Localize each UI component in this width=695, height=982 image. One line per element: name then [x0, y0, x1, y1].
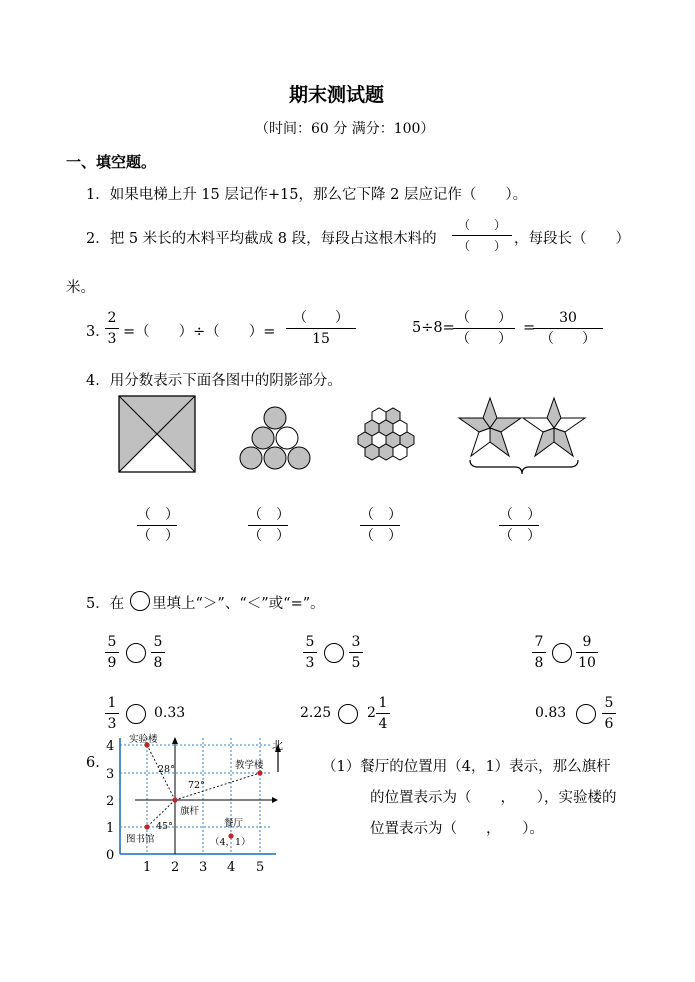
- circles-figure: [240, 407, 310, 469]
- decimal-value: 0.33: [154, 705, 186, 721]
- question-2-text-2: ，每段长（ ）: [514, 231, 630, 247]
- fraction-numerator: 1: [107, 695, 117, 711]
- fraction-bar: [602, 713, 616, 714]
- fraction-denominator: 3: [107, 716, 117, 732]
- fraction: [602, 694, 616, 733]
- angle-72: 72°: [188, 780, 205, 791]
- stars-figure: [459, 398, 585, 474]
- fraction-2-3: [105, 309, 119, 348]
- fraction-numerator: （ ）: [248, 507, 290, 523]
- fraction-numerator: 9: [582, 634, 592, 650]
- fraction-denominator: （ ）: [456, 331, 512, 347]
- fraction-denominator: 4: [378, 716, 388, 732]
- fraction-numerator: （ ）: [457, 218, 506, 232]
- mixed-number-whole: 2: [367, 705, 376, 721]
- fraction-numerator: 3: [351, 634, 361, 650]
- fraction-denominator: 10: [578, 655, 596, 671]
- question-2-text-3: 米。: [66, 280, 95, 296]
- x-tick: 4: [227, 860, 236, 875]
- fraction: [105, 633, 119, 672]
- x-tick: 3: [199, 860, 208, 875]
- fraction-bar: [286, 328, 356, 329]
- fraction-bar: [576, 652, 598, 653]
- fraction-bar: [105, 328, 119, 329]
- fraction-denominator: （ ）: [137, 528, 179, 544]
- fraction-bar: [248, 525, 288, 526]
- fraction-bar: [532, 652, 546, 653]
- fraction-numerator: 1: [378, 695, 388, 711]
- fraction-denominator: 8: [153, 655, 163, 671]
- question-6-label: 6.: [86, 755, 100, 771]
- label-flagpole: 旗杆: [180, 806, 200, 817]
- compare-circle[interactable]: [338, 704, 358, 724]
- q4-figures: [0, 390, 695, 480]
- question-6-line-3: 位置表示为（ ， ）。: [370, 821, 544, 837]
- fraction-bar: [151, 652, 165, 653]
- coordinate-map: [100, 728, 300, 878]
- fraction-bar: [533, 328, 603, 329]
- question-6-line-1: （1）餐厅的位置用（4，1）表示，那么旗杆: [322, 759, 611, 775]
- page-title: 期末测试题: [289, 84, 385, 106]
- square-figure: [119, 396, 195, 472]
- question-3-equation-1: =（ ）÷（ ）=: [123, 324, 276, 340]
- decimal-value: 2.25: [300, 705, 332, 721]
- fraction-bar: [303, 652, 317, 653]
- fraction-bar: [376, 713, 390, 714]
- fraction-bar: [360, 525, 400, 526]
- fraction-blank-blank: [453, 309, 515, 348]
- compare-circle[interactable]: [324, 643, 344, 663]
- label-canteen-coord: （4，1）: [210, 837, 251, 848]
- north-label: 北: [272, 739, 283, 752]
- fraction-denominator: （ ）: [457, 239, 506, 253]
- fraction: [151, 633, 165, 672]
- fraction-denominator: 15: [312, 331, 330, 347]
- exam-info: （时间：60 分 满分：100）: [255, 121, 435, 137]
- fraction-bar: [349, 652, 363, 653]
- fraction-denominator: 9: [107, 655, 117, 671]
- fraction: [376, 694, 390, 733]
- label-library: 图书馆: [126, 834, 155, 845]
- y-tick: 1: [106, 821, 115, 836]
- fraction-numerator: 5: [305, 634, 315, 650]
- fraction-denominator: （ ）: [499, 528, 541, 544]
- fraction-bar: [453, 328, 515, 329]
- compare-circle-example: [130, 591, 150, 611]
- fraction-numerator: 30: [559, 310, 577, 326]
- answer-blank-circles[interactable]: [248, 506, 288, 545]
- question-2-text: 2．把 5 米长的木料平均截成 8 段，每段占这根木料的: [86, 231, 437, 247]
- fraction-numerator: （ ）: [137, 507, 179, 523]
- compare-circle[interactable]: [552, 643, 572, 663]
- hexagons-figure: [358, 408, 414, 460]
- question-1: 1．如果电梯上升 15 层记作+15，那么它下降 2 层应记作（ ）。: [86, 187, 528, 203]
- fraction-denominator: 3: [107, 331, 117, 347]
- angle-45: 45°: [156, 821, 173, 832]
- fraction-numerator: （ ）: [293, 310, 349, 326]
- fraction: [349, 633, 363, 672]
- fraction-bar: [137, 525, 177, 526]
- fraction-denominator: 5: [351, 655, 361, 671]
- fraction: [532, 633, 546, 672]
- fraction-blank-15: [286, 309, 356, 348]
- y-tick: 0: [106, 848, 115, 863]
- compare-circle[interactable]: [126, 643, 146, 663]
- compare-circle[interactable]: [576, 704, 596, 724]
- fraction-numerator: （ ）: [360, 507, 402, 523]
- fraction: [303, 633, 317, 672]
- label-teaching-building: 教学楼: [235, 760, 264, 771]
- fraction-bar: [452, 235, 512, 236]
- fraction-bar: [105, 713, 119, 714]
- x-tick: 1: [143, 860, 152, 875]
- fraction-numerator: （ ）: [499, 507, 541, 523]
- question-3-lhs-2: 5÷8=: [412, 320, 455, 336]
- label-lab-building: 实验楼: [129, 734, 158, 745]
- question-5-text-a: 5．在: [86, 596, 125, 612]
- fraction-numerator: 5: [107, 634, 117, 650]
- fraction-numerator: 2: [107, 310, 117, 326]
- fraction-numerator: 5: [153, 634, 163, 650]
- question-5-text-b: 里填上“＞”、“＜”或“=”。: [152, 596, 325, 612]
- question-4: 4．用分数表示下面各图中的阴影部分。: [86, 373, 342, 389]
- section-heading: 一、填空题。: [66, 153, 157, 171]
- answer-blank-stars[interactable]: [499, 506, 539, 545]
- fraction-bar: [105, 652, 119, 653]
- fraction-denominator: （ ）: [248, 528, 290, 544]
- question-2-fraction: [452, 216, 512, 255]
- compare-circle[interactable]: [126, 704, 146, 724]
- fraction-numerator: （ ）: [456, 310, 512, 326]
- answer-blank-hexagons[interactable]: [360, 506, 400, 545]
- y-tick: 2: [106, 794, 115, 809]
- fraction-numerator: 7: [534, 634, 544, 650]
- x-tick: 5: [256, 860, 265, 875]
- fraction-numerator: 5: [604, 695, 614, 711]
- fraction-denominator: 3: [305, 655, 315, 671]
- fraction: [576, 633, 598, 672]
- fraction-denominator: 8: [534, 655, 544, 671]
- question-3-label: 3．: [86, 324, 110, 340]
- fraction-denominator: （ ）: [360, 528, 402, 544]
- label-canteen: 餐厅: [224, 818, 244, 829]
- x-tick: 2: [171, 860, 180, 875]
- y-tick: 3: [106, 767, 115, 782]
- y-tick: 4: [106, 739, 115, 754]
- angle-28: 28°: [158, 764, 175, 775]
- question-6-line-2: 的位置表示为（ ， ），实验楼的: [370, 790, 617, 806]
- fraction-30-blank: [533, 309, 603, 348]
- fraction-bar: [499, 525, 539, 526]
- decimal-value: 0.83: [535, 705, 567, 721]
- question-3-equals: =: [523, 320, 536, 336]
- fraction-denominator: 6: [604, 716, 614, 732]
- fraction-denominator: （ ）: [540, 331, 596, 347]
- answer-blank-square[interactable]: [137, 506, 177, 545]
